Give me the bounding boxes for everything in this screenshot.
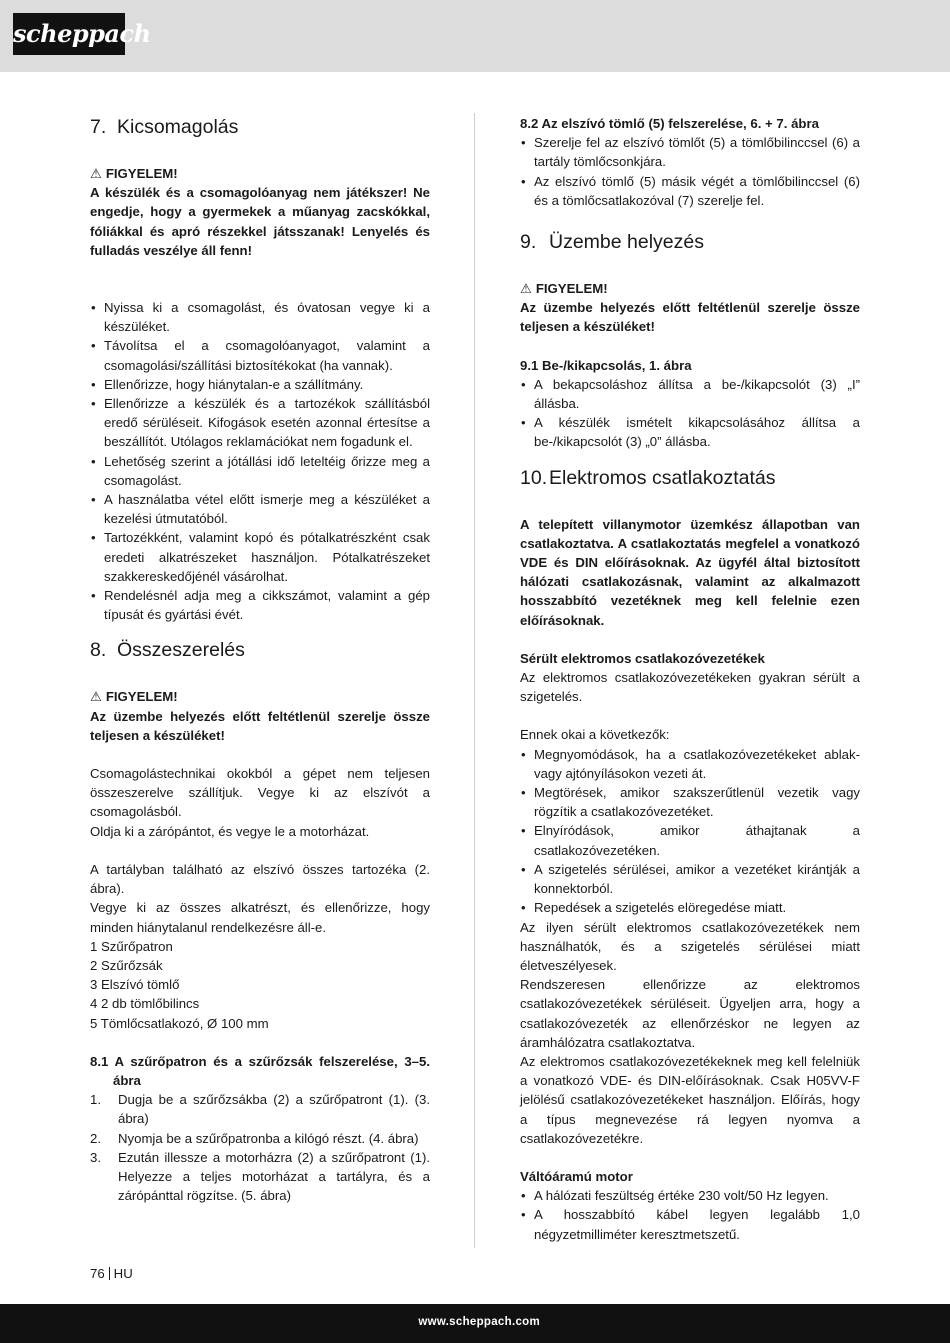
list-item: • Az elszívó tömlő (5) másik végét a tömlőbilinccsel (6) és a tömlőcsatlakozóval (7) szerelje fel.: [520, 172, 860, 210]
left-column: [90, 114, 430, 1205]
paragraph: Rendszeresen ellenőrizze az elektromos csatlakozóvezetékek sérüléseit. Ügyeljen arra, hogy a csatlakozóvezeték az ellenőrzéskor ne legyen az áramhálózatra csatlakoztatva.: [520, 977, 860, 1050]
list-item: 3 Elszívó tömlő: [90, 977, 180, 993]
warning-label: ⚠ FIGYELEM!: [90, 166, 178, 181]
paragraph: Ennek okai a következők:: [520, 727, 670, 743]
list-item: • Megtörések, amikor szakszerűtlenül vezetik vagy rögzítik a csatlakozóvezetéket.: [520, 783, 860, 821]
step-item: [90, 1090, 430, 1128]
subsection-8-2-title: 8.2 Az elszívó tömlő (5) felszerelése, 6. + 7. ábra: [520, 116, 819, 131]
page-number: 76 HU: [90, 1266, 133, 1281]
list-item: • Repedések a szigetelés elöregedése miatt.: [520, 898, 860, 917]
list-item: • Lehetőség szerint a jótállási idő leteltéig őrizze meg a csomagolást.: [90, 452, 430, 490]
list-item: • Tartozékként, valamint kopó és pótalkatrészként csak eredeti alkatrészeket használjon. Pótalkatrészeket szakkereskedőjénél vásárolhat.: [90, 528, 430, 586]
switch-list: [520, 375, 860, 452]
list-item: • A készülék ismételt kikapcsolásához állítsa a be-/kikapcsolót (3) „0” állásba.: [520, 413, 860, 451]
electrical-intro: A telepített villanymotor üzemkész állapotban van csatlakoztatva. A csatlakoztatás megfelel a vonatkozó VDE és DIN előírásoknak. Az ügyfél által biztosított hálózati csatlakozásnak, valamint az alkalmazott hosszabbító vezetéknek meg kell felelnie ezen előírásoknak.: [520, 516, 860, 628]
step-item: [90, 1129, 430, 1148]
column-divider: [474, 113, 475, 1248]
list-item: • Távolítsa el a csomagolóanyagot, valamint a csomagolási/szállítási biztosítékokat (ha vannak).: [90, 336, 430, 374]
subsection-9-1-title: 9.1 Be-/kikapcsolás, 1. ábra: [520, 357, 692, 373]
paragraph: Az elektromos csatlakozóvezetékeknek meg kell felelniük a vonatkozó VDE- és DIN-előírásoknak. Csak H05VV-F jelölésű csatlakozóvezetékeket használjon. Előírás, hogy a típus megnevezése rá legyen nyomva a csatlakozóvezetékre.: [520, 1053, 860, 1146]
step-number: 2.: [90, 1130, 101, 1146]
warning-triangle-icon: ⚠: [90, 166, 102, 181]
section-8-heading: 8. Összeszerelés: [90, 639, 245, 662]
paragraph: Oldja ki a zárópántot, és vegye le a motorházat.: [90, 823, 370, 839]
section-10-heading: 10.Elektromos csatlakoztatás: [520, 466, 776, 489]
website-url: www.scheppach.com: [418, 1316, 540, 1328]
scheppach-logo: scheppach: [13, 13, 125, 55]
list-item: • Ellenőrizze, hogy hiánytalan-e a szállítmány.: [90, 375, 430, 394]
list-item: 2 Szűrőzsák: [90, 957, 163, 973]
list-item: • Megnyomódások, ha a csatlakozóvezetékeket ablak- vagy ajtónyílásokon vezeti át.: [520, 745, 860, 783]
right-column: [520, 114, 860, 1244]
step-number: 1.: [90, 1092, 101, 1108]
warning-label: ⚠ FIGYELEM!: [520, 281, 608, 297]
list-item: 5 Tömlőcsatlakozó, Ø 100 mm: [90, 1015, 269, 1031]
list-item: • A használatba vétel előtt ismerje meg a készüléket a kezelési útmutatóból.: [90, 490, 430, 528]
step-number: 3.: [90, 1149, 101, 1165]
section-7-heading: 7. Kicsomagolás: [90, 116, 239, 138]
list-item: • A szigetelés sérülései, amikor a vezetéket kirántják a konnektorból.: [520, 860, 860, 898]
warning-text: Az üzembe helyezés előtt feltétlenül szerelje össze teljesen a készüléket!: [520, 300, 860, 335]
page-header: [0, 0, 950, 72]
warning-label: ⚠ FIGYELEM!: [90, 689, 178, 705]
subheading-damaged-cables: Sérült elektromos csatlakozóvezetékek: [520, 650, 765, 666]
list-item: • A hosszabbító kábel legyen legalább 1,0 négyzetmilliméter keresztmetszetű.: [520, 1205, 860, 1243]
list-item: • A bekapcsoláshoz állítsa a be-/kikapcsolót (3) „I” állásba.: [520, 375, 860, 413]
damage-causes-list: [520, 745, 860, 918]
hose-list: [520, 133, 860, 210]
paragraph: Az ilyen sérült elektromos csatlakozóvezetékek nem használhatók, és a szigetelés sérülései miatt életveszélyesek.: [520, 919, 860, 973]
warning-text: A készülék és a csomagolóanyag nem játékszer! Ne engedje, hogy a gyermekek a műanyag zacskókkal, fóliákkal és apró részekkel játsszanak! Lenyelés és fulladás veszélye áll fenn!: [90, 185, 430, 258]
assembly-steps: [90, 1090, 430, 1205]
list-item: 1 Szűrőpatron: [90, 938, 173, 954]
ac-motor-list: [520, 1186, 860, 1244]
subsection-8-1-title: 8.1 A szűrőpatron és a szűrőzsák felszerelése, 3–5. ábra: [90, 1053, 430, 1088]
list-item: • Rendelésnél adja meg a cikkszámot, valamint a gép típusát és gyártási évét.: [90, 586, 430, 624]
unpacking-list: [90, 298, 430, 624]
list-item: • Nyissa ki a csomagolást, és óvatosan vegye ki a készüléket.: [90, 298, 430, 336]
list-item: • Ellenőrizze a készülék és a tartozékok szállításból eredő sérüléseit. Kifogások esetén azonnal értesítse a beszállítót. Utólagos reklamációkat nem fogadunk el.: [90, 394, 430, 452]
step-item: [90, 1148, 430, 1206]
warning-triangle-icon: ⚠: [90, 689, 102, 705]
paragraph: Az elektromos csatlakozóvezetékeken gyakran sérült a szigetelés.: [520, 670, 860, 705]
step-text: Dugja be a szűrőzsákba (2) a szűrőpatront (1). (3. ábra): [118, 1092, 430, 1127]
step-text: Ezután illessze a motorházra (2) a szűrőpatront (1). Helyezze a teljes motorházat a tartályra, és a zárópánttal rögzítse. (5. ábra): [118, 1149, 430, 1204]
step-text: Nyomja be a szűrőpatronba a kilógó részt. (4. ábra): [118, 1130, 419, 1146]
warning-text: Az üzembe helyezés előtt feltétlenül szerelje össze teljesen a készüléket!: [90, 708, 430, 743]
warning-triangle-icon: ⚠: [520, 281, 532, 297]
paragraph: Csomagolástechnikai okokból a gépet nem teljesen összeszerelve szállítjuk. Vegye ki az elszívót a csomagolásból.: [90, 766, 430, 820]
paragraph: A tartályban található az elszívó összes tartozéka (2. ábra).: [90, 861, 430, 897]
list-item: • Elnyíródások, amikor áthajtanak a csatlakozóvezetéken.: [520, 821, 860, 859]
parts-list: [90, 937, 430, 1033]
paragraph: Vegye ki az összes alkatrészt, és ellenőrizze, hogy minden hiánytalanul rendelkezésre áll-e.: [90, 900, 430, 935]
subheading-ac-motor: Váltóáramú motor: [520, 1168, 633, 1184]
page-footer: [0, 1304, 950, 1343]
section-9-heading: 9. Üzembe helyezés: [520, 231, 704, 254]
list-item: • A hálózati feszültség értéke 230 volt/50 Hz legyen.: [520, 1186, 860, 1205]
list-item: 4 2 db tömlőbilincs: [90, 996, 200, 1012]
list-item: • Szerelje fel az elszívó tömlőt (5) a tömlőbilinccsel (6) a tartály tömlőcsonkjára.: [520, 133, 860, 171]
